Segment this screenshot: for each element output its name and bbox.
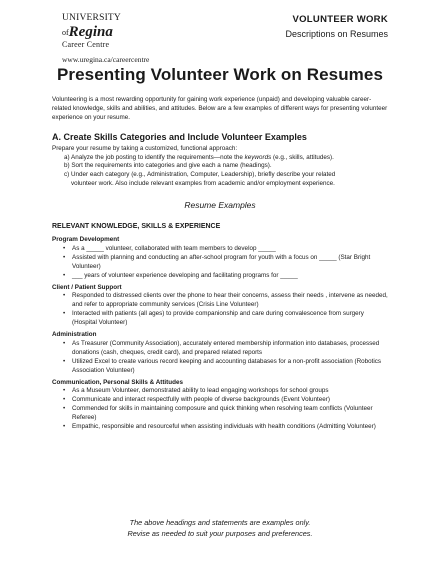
category-heading: Program Development — [52, 235, 120, 243]
header-subtitle: Descriptions on Resumes — [285, 29, 388, 39]
list-item — [52, 405, 388, 423]
logo-of-text: of — [62, 27, 69, 37]
knowledge-heading: RELEVANT KNOWLEDGE, SKILLS & EXPERIENCE — [52, 223, 221, 231]
category-list — [52, 340, 388, 376]
footer-note — [0, 517, 440, 539]
section-a-lead: Prepare your resume by taking a customized, functional approach: — [52, 144, 238, 152]
list-item-text: Responded to distressed clients over the phone to hear their concerns, assess their needs , intervene as needed, and refer to appropriate community services (Crisis Line Volunteer) — [72, 292, 388, 309]
list-item-text: Assisted with planning and conducting an after-school program for youth with a focus on _____ (Star Bright Volunteer) — [72, 253, 371, 270]
list-item-text: As a _____ volunteer, collaborated with team members to develop _____ — [72, 244, 276, 252]
intro-paragraph: Volunteering is a most rewarding opportunity for gaining work experience (unpaid) and developing valuable career-related knowledge, skills and abilities, and attitudes. Below are a few examples of different ways for presenting volunteer experience on your resume. — [52, 96, 388, 121]
bullet-icon: • — [63, 271, 66, 279]
category-list — [52, 387, 388, 432]
category-heading: Administration — [52, 331, 97, 339]
list-item — [52, 340, 388, 358]
logo-career-centre-text: Career Centre — [62, 39, 110, 49]
bullet-icon: • — [63, 387, 66, 395]
step-c: c) Under each category (e.g., Administration, Computer, Leadership), briefly describe your related — [64, 171, 336, 179]
list-item — [52, 396, 388, 405]
bullet-icon: • — [63, 357, 66, 365]
list-item — [52, 272, 388, 281]
step-a — [52, 154, 388, 163]
footer-line-2: Revise as needed to suit your purposes and preferences. — [127, 529, 313, 538]
step-a-text-pre: a) Analyze the job posting to identify the requirements—note the — [64, 153, 245, 161]
header-title: VOLUNTEER WORK — [292, 14, 388, 25]
category-heading: Communication, Personal Skills & Attitudes — [52, 378, 183, 386]
list-item-text: Empathic, responsible and resourceful when assisting individuals with health conditions (Admitting Volunteer) — [72, 423, 376, 431]
header-right — [285, 14, 388, 39]
list-item — [52, 423, 388, 432]
list-item-text: Commended for skills in maintaining composure and quick thinking when resolving team conflicts (Volunteer Referee) — [72, 405, 373, 422]
logo-regina-text: Regina — [68, 23, 113, 40]
page-title: Presenting Volunteer Work on Resumes — [56, 65, 384, 84]
list-item — [52, 358, 388, 376]
logo-university-text: UNIVERSITY — [62, 13, 121, 23]
step-a-keyword: keywords — [244, 153, 272, 161]
bullet-icon: • — [63, 339, 66, 347]
list-item — [52, 245, 388, 254]
step-b: b) Sort the requirements into categories and give each a name (headings). — [64, 162, 272, 170]
bullet-icon: • — [63, 423, 66, 431]
list-item — [52, 254, 388, 272]
bullet-icon: • — [63, 244, 66, 252]
bullet-icon: • — [63, 405, 66, 413]
list-item-text: As Treasurer (Community Association), accurately entered membership information into databases, processed donations (cash, cheques, credit card), and prepared related reports — [72, 339, 380, 356]
list-item-text: As a Museum Volunteer, demonstrated ability to lead engaging workshops for school groups — [72, 387, 329, 395]
bullet-icon: • — [63, 253, 66, 261]
list-item — [52, 310, 388, 328]
list-item-text: ___ years of volunteer experience developing and facilitating programs for _____ — [72, 271, 298, 279]
step-a-text-post: (e.g., skills, attitudes). — [271, 153, 334, 161]
list-item-text: Communicate and interact respectfully with people of diverse backgrounds (Event Volunteer) — [72, 396, 330, 404]
university-logo — [62, 14, 121, 49]
bullet-icon: • — [63, 292, 66, 300]
list-item — [52, 292, 388, 310]
resume-examples-heading: Resume Examples — [184, 200, 256, 211]
list-item-text: Utilized Excel to create various record keeping and accounting databases for a non-profit association (Robotics Association Volunteer) — [72, 357, 382, 374]
category-list — [52, 292, 388, 328]
website-url[interactable]: www.uregina.ca/careercentre — [62, 55, 150, 64]
list-item-text: Interacted with patients (all ages) to provide companionship and care during convalescence from surgery (Hospital Volunteer) — [72, 310, 364, 327]
main-content — [52, 96, 388, 432]
bullet-icon: • — [63, 396, 66, 404]
footer-line-1: The above headings and statements are examples only. — [129, 518, 311, 527]
section-a-heading: A. Create Skills Categories and Include Volunteer Examples — [52, 131, 307, 142]
bullet-icon: • — [63, 310, 66, 318]
step-c-continued: volunteer work. Also include relevant examples from academic and/or employment experience. — [71, 180, 335, 188]
list-item — [52, 387, 388, 396]
category-list — [52, 245, 388, 281]
category-heading: Client / Patient Support — [52, 283, 122, 291]
